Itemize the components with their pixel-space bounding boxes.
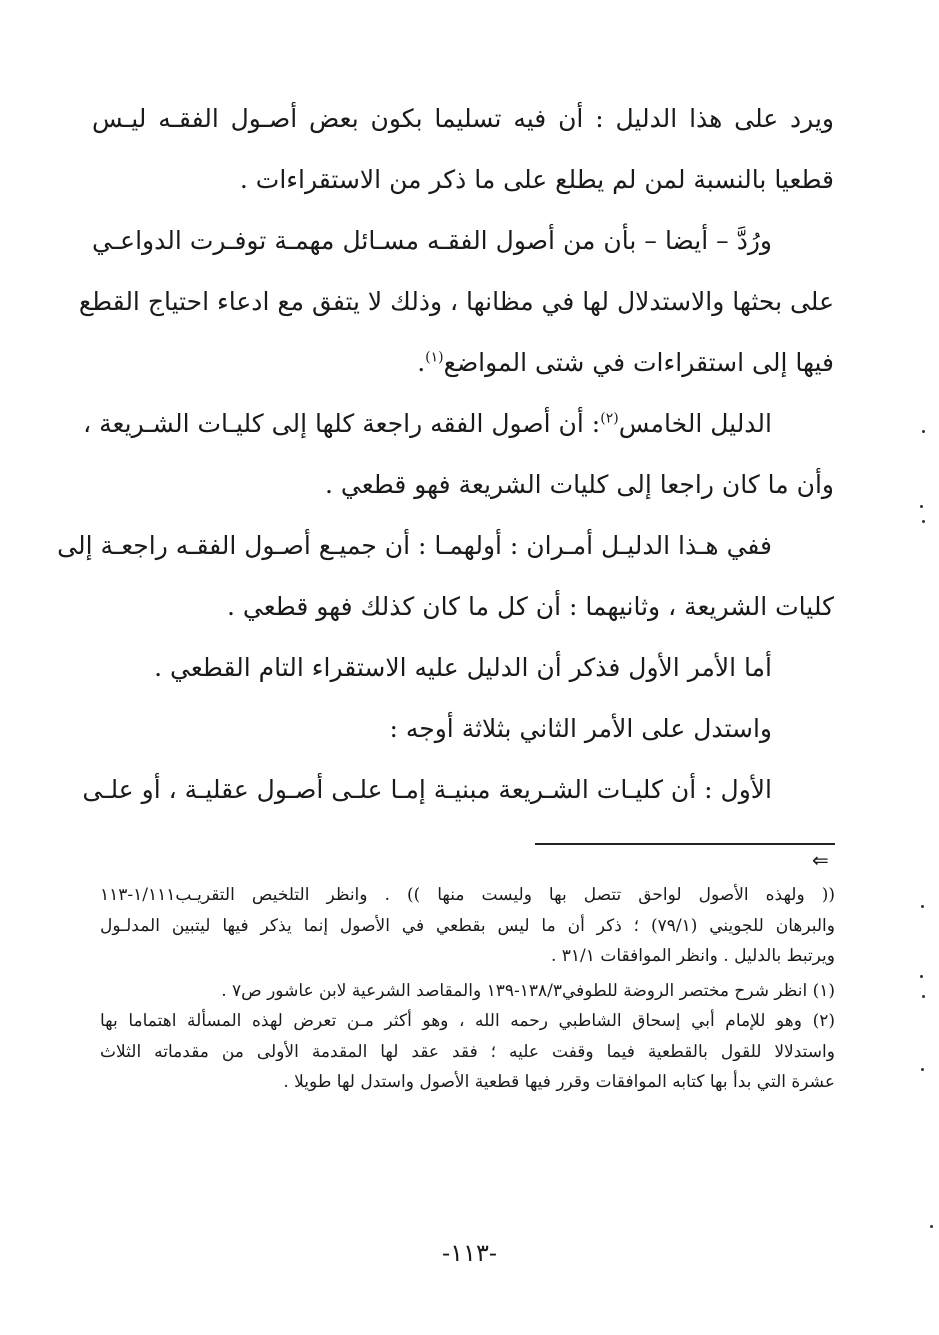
- page-number: -١١٣-: [442, 1239, 497, 1267]
- scan-speck: [921, 905, 924, 908]
- paragraph-line: وأن ما كان راجعا إلى كليات الشريعة فهو قطعي .: [325, 470, 834, 499]
- scan-speck: [922, 995, 925, 998]
- footnote-ref-2[interactable]: (٢): [600, 410, 619, 427]
- paragraph-line: الأول : أن كليـات الشـريعة مبنيـة إمـا علـى أصـول عقليـة ، أو علـى: [82, 775, 772, 804]
- line-text-start: الدليل الخامس: [618, 409, 772, 438]
- footnotes: [100, 880, 835, 1098]
- footnote-line: واستدلالا للقول بالقطعية فيما وقفت عليه ؛ فقد عقد لها المقدمة الأولى من مقدماته الثلاث: [100, 1041, 835, 1062]
- line-end-period: .: [417, 348, 426, 377]
- scan-speck: [920, 975, 923, 978]
- paragraph-line: ففي هـذا الدليـل أمـران : أولهمـا : أن جميـع أصـول الفقـه راجعـة إلى: [57, 531, 772, 560]
- footnote-line: والبرهان للجويني (٧٩/١) ؛ ذكر أن ما ليس بقطعي في الأصول إنما يذكر فيها ليتبين المدلـول: [100, 915, 835, 936]
- line-text: فيها إلى استقراءات في شتى المواضع: [443, 348, 834, 377]
- main-text: [57, 88, 834, 820]
- paragraph-line: كليات الشريعة ، وثانيهما : أن كل ما كان كذلك فهو قطعي .: [227, 592, 834, 621]
- paragraph-line: أما الأمر الأول فذكر أن الدليل عليه الاستقراء التام القطعي .: [154, 653, 772, 682]
- footnote-line: (( ولهذه الأصول لواحق تتصل بها وليست منها )) . وانظر التلخيص التقريـب١/١١١-١١٣: [100, 885, 835, 905]
- footnote-line: عشرة التي بدأ بها كتابه الموافقات وقرر فيها قطعية الأصول واستدل لها طويلا .: [283, 1072, 835, 1092]
- paragraph-line: واستدل على الأمر الثاني بثلاثة أوجه :: [389, 714, 772, 743]
- scan-speck: [921, 1068, 924, 1071]
- paragraph-line-with-footnote: [83, 393, 834, 454]
- line-text-end: : أن أصول الفقه راجعة كلها إلى كليـات الشـريعة ،: [83, 409, 601, 438]
- paragraph-line: قطعيا بالنسبة لمن لم يطلع على ما ذكر من الاستقراءات .: [239, 165, 834, 194]
- footnote-1: (١) انظر شرح مختصر الروضة للطوفي١٣٨/٣-١٣٩ والمقاصد الشرعية لابن عاشور ص٧ .: [221, 980, 835, 1001]
- paragraph-line: ورُدَّ – أيضا – بأن من أصول الفقـه مسـائل مهمـة توفـرت الدواعـي: [92, 226, 772, 255]
- footnote-separator: [535, 843, 835, 845]
- scan-speck: [930, 1225, 933, 1228]
- scan-speck: [920, 505, 923, 508]
- paragraph-line: ويرد على هذا الدليل : أن فيه تسليما بكون بعض أصـول الفقـه ليـس: [92, 104, 834, 133]
- footnote-line: ويرتبط بالدليل . وانظر الموافقات ٣١/١ .: [550, 946, 835, 966]
- scan-speck: [922, 430, 925, 433]
- footnote-2: (٢) وهو للإمام أبي إسحاق الشاطبي رحمه الله ، وهو أكثر مـن تعرض لهذه المسألة اهتماما بها: [100, 1011, 835, 1031]
- footnote-ref-1[interactable]: (١): [425, 349, 444, 366]
- scan-speck: [922, 520, 925, 523]
- paragraph-line-with-footnote: [92, 332, 834, 393]
- continuation-arrow-icon: ⇐: [812, 848, 829, 872]
- paragraph-line: على بحثها والاستدلال لها في مظانها ، وذلك لا يتفق مع ادعاء احتياج القطع: [78, 287, 834, 316]
